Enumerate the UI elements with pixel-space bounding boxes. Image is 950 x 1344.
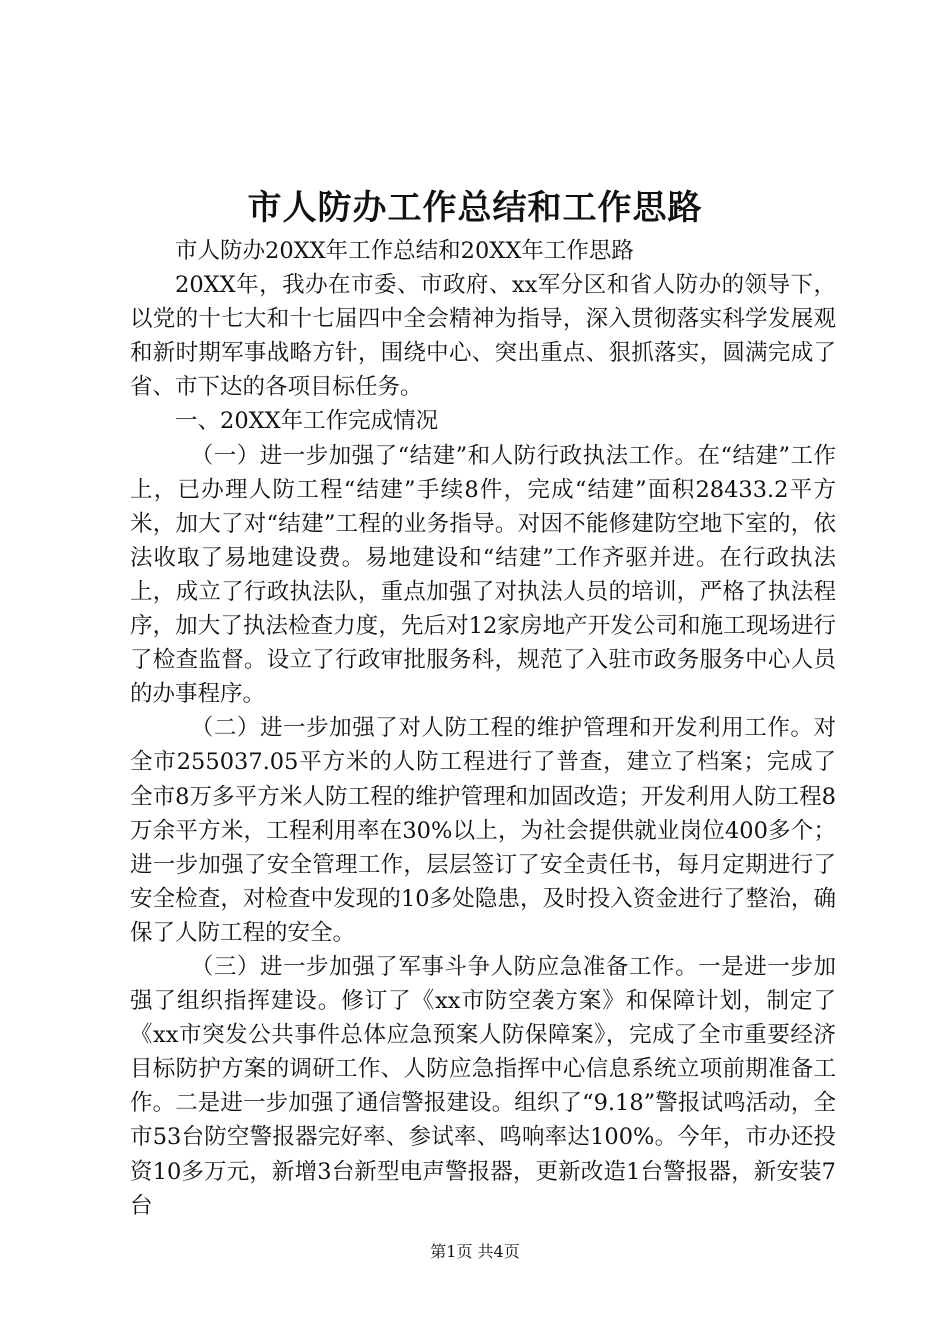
page-footer: 第1页 共4页 (430, 1242, 520, 1261)
section-paragraph-2: （二）进一步加强了对人防工程的维护管理和开发利用工作。对全市255037.05平方米的人防工程进行了普查，建立了档案；完成了全市8万多平方米人防工程的维护管理和加固改造；开发利用人防工程8万余平方米，工程利用率在30%以上，为社会提供就业岗位400多个；进一步加强了安全管理工作，层层签订了安全责任书，每月定期进行了安全检查，对检查中发现的10多处隐患，及时投入资金进行了整治，确保了人防工程的安全。 (130, 715, 836, 946)
intro-paragraph: 20XX年，我办在市委、市政府、xx军分区和省人防办的领导下，以党的十七大和十七届四中全会精神为指导，深入贯彻落实科学发展观和新时期军事战略方针，围绕中心、突出重点、狠抓落实，圆满完成了省、市下达的各项目标任务。 (130, 272, 836, 401)
section-paragraph-1: （一）进一步加强了“结建”和人防行政执法工作。在“结建”工作上，已办理人防工程“结建”手续8件，完成“结建”面积28433.2平方米，加大了对“结建”工程的业务指导。对因不能修建防空地下室的，依法收取了易地建设费。易地建设和“结建”工作齐驱并进。在行政执法上，成立了行政执法队，重点加强了对执法人员的培训，严格了执法程序，加大了执法检查力度，先后对12家房地产开发公司和施工现场进行了检查监督。设立了行政审批服务科，规范了入驻市政务服务中心人员的办事程序。 (130, 442, 836, 708)
subtitle-paragraph: 市人防办20XX年工作总结和20XX年工作思路 (175, 238, 634, 264)
document-title: 市人防办工作总结和工作思路 (247, 188, 703, 228)
document-body (130, 234, 836, 1223)
section-heading: 一、20XX年工作完成情况 (175, 408, 439, 435)
section-paragraph-3: （三）进一步加强了军事斗争人防应急准备工作。一是进一步加强了组织指挥建设。修订了《xx市防空袭方案》和保障计划，制定了《xx市突发公共事件总体应急预案人防保障案》，完成了全市重要经济目标防护方案的调研工作、人防应急指挥中心信息系统立项前期准备工作。二是进一步加强了通信警报建设。组织了“9.18”警报试鸣活动，全市53台防空警报器完好率、参试率、鸣响率达100%。今年，市办还投资10多万元，新增3台新型电声警报器，更新改造1台警报器，新安装7台 (130, 953, 836, 1219)
